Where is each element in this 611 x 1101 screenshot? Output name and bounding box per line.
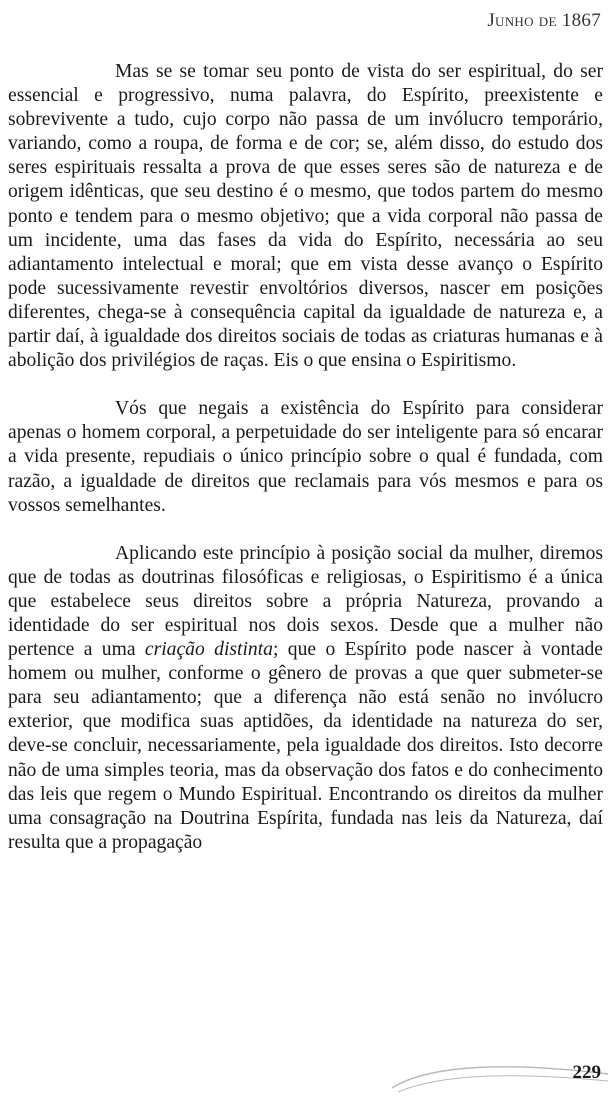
paragraph-1: Mas se se tomar seu ponto de vista do ser espiritual, do ser essencial e progressivo, numa palavra, do Espírito, preexistente e sobrevivente a tudo, cujo corpo não passa de um invólucro temporário, variando, como a roupa, de forma e de cor; se, além disso, do estudo dos seres espirituais ressalta a prova de que esses seres são de natureza e de origem idênticas, que seu destino é o mesmo, que todos partem do mesmo ponto e tendem para o mesmo objetivo; que a vida corporal não passa de um incidente, uma das fases da vida do Espírito, necessária ao seu adiantamento intelectual e moral; que em vista desse avanço o Espírito pode sucessivamente revestir envoltórios diversos, nascer em posições diferentes, chega-se à consequência capital da igualdade de natureza e, a partir daí, à igualdade dos direitos sociais de todas as criaturas humanas e à abolição dos privilégios de raças. Eis o que ensina o Espiritismo. xyxy=(8,61,603,372)
paragraph-3-text-end: ; que o Espírito pode nascer à vontade homem ou mulher, conforme o gênero de provas a que quer submeter-se para seu adiantamento; que a diferença não está senão no invólucro exterior, que modifica suas aptidões, da identidade na natureza do ser, deve-se concluir, necessariamente, pela igualdade dos direitos. Isto decorre não de uma simples teoria, mas da observação dos fatos e do conhecimento das leis que regem o Mundo Espiritual. Encontrando os direitos da mulher uma consagração na Doutrina Espírita, fundada nas leis da Natureza, daí resulta que a propagação xyxy=(8,639,604,853)
page-body xyxy=(8,60,603,855)
running-head: Junho de 1867 xyxy=(487,10,601,31)
page-number: 229 xyxy=(572,1062,601,1083)
page-footer xyxy=(0,1050,611,1101)
paragraph-3 xyxy=(8,542,603,855)
emphasis-criacao-distinta: criação distinta xyxy=(144,639,273,661)
paragraph-3-text-start: Aplicando este princípio à posição social da mulher, diremos que de todas as doutrinas filosóficas e religiosas, o Espiritismo é a única que estabelece seus direitos sobre a própria Natureza, provando a identidade do ser espiritual nos dois sexos. Desde que a mulher não pertence a uma xyxy=(8,542,603,661)
paragraph-2: Vós que negais a existência do Espírito para considerar apenas o homem corporal, a perpetuidade do ser inteligente para só encarar a vida presente, repudiais o único princípio sobre o qual é fundada, com razão, a igualdade de direitos que reclamais para vós mesmos e para os vossos semelhantes. xyxy=(8,398,603,516)
